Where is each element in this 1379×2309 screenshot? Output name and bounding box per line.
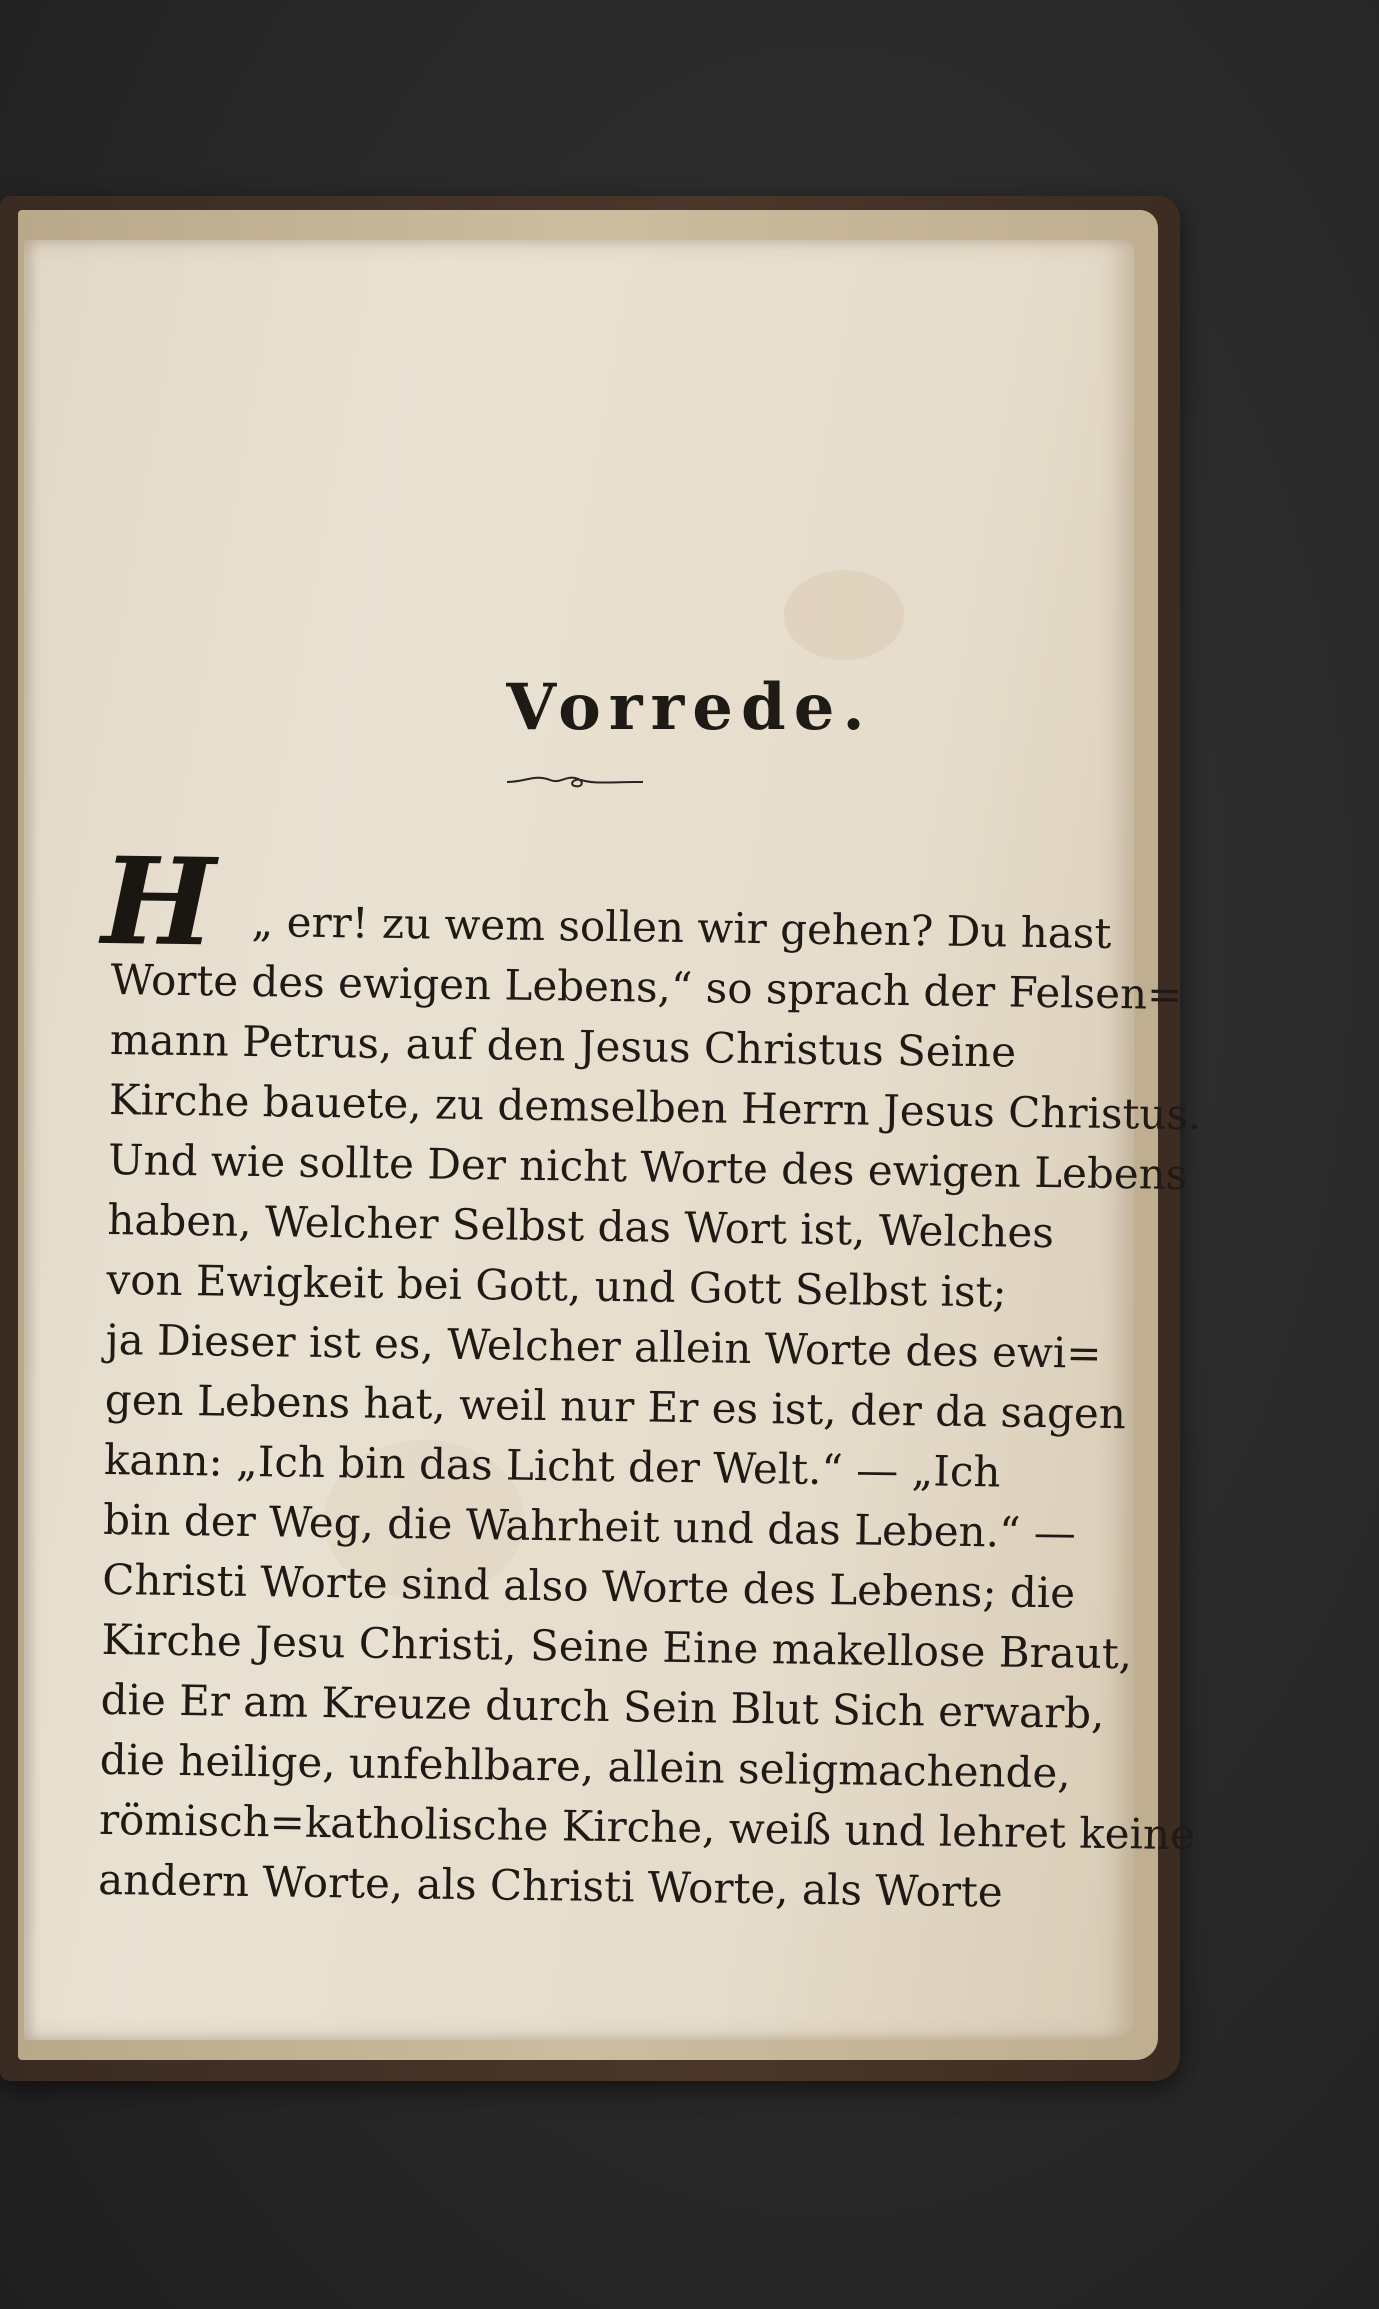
- text-line: Christi Worte sind also Worte des Lebens; die: [102, 1554, 1076, 1618]
- text-line: ja Dieser ist es, Welcher allein Worte des ewi=: [105, 1314, 1102, 1378]
- text-line: die Er am Kreuze durch Sein Blut Sich erwarb,: [100, 1674, 1105, 1738]
- text-line: kann: „Ich bin das Licht der Welt.“ — „Ich: [103, 1434, 1001, 1497]
- text-line: die heilige, unfehlbare, allein seligmachende,: [99, 1734, 1072, 1798]
- text-line: bin der Weg, die Wahrheit und das Leben.“ —: [102, 1494, 1077, 1558]
- body-text: [97, 830, 1202, 1922]
- text-line-first: [100, 830, 1112, 974]
- text-line: von Ewigkeit bei Gott, und Gott Selbst ist;: [106, 1254, 1007, 1317]
- page-title: Vorrede.: [506, 670, 873, 745]
- title-ornament: [505, 770, 645, 794]
- text-line: haben, Welcher Selbst das Wort ist, Welches: [107, 1194, 1055, 1258]
- text-line: Kirche bauete, zu demselben Herrn Jesus Christus.: [108, 1074, 1202, 1140]
- text-line: römisch=katholische Kirche, weiß und lehret keine: [98, 1794, 1196, 1860]
- first-line-text: „ err! zu wem sollen wir gehen? Du hast: [251, 896, 1112, 958]
- text-line: Worte des ewigen Lebens,“ so sprach der Felsen=: [110, 954, 1183, 1019]
- drop-cap: H: [100, 830, 217, 974]
- text-line: gen Lebens hat, weil nur Er es ist, der da sagen: [104, 1374, 1127, 1439]
- text-line: Und wie sollte Der nicht Worte des ewigen Lebens: [107, 1134, 1188, 1200]
- show-through-text: [140, 330, 1000, 890]
- text-line: andern Worte, als Christi Worte, als Worte: [97, 1854, 1004, 1917]
- text-line: Kirche Jesu Christi, Seine Eine makellose Braut,: [101, 1614, 1133, 1679]
- text-line: mann Petrus, auf den Jesus Christus Seine: [109, 1014, 1017, 1077]
